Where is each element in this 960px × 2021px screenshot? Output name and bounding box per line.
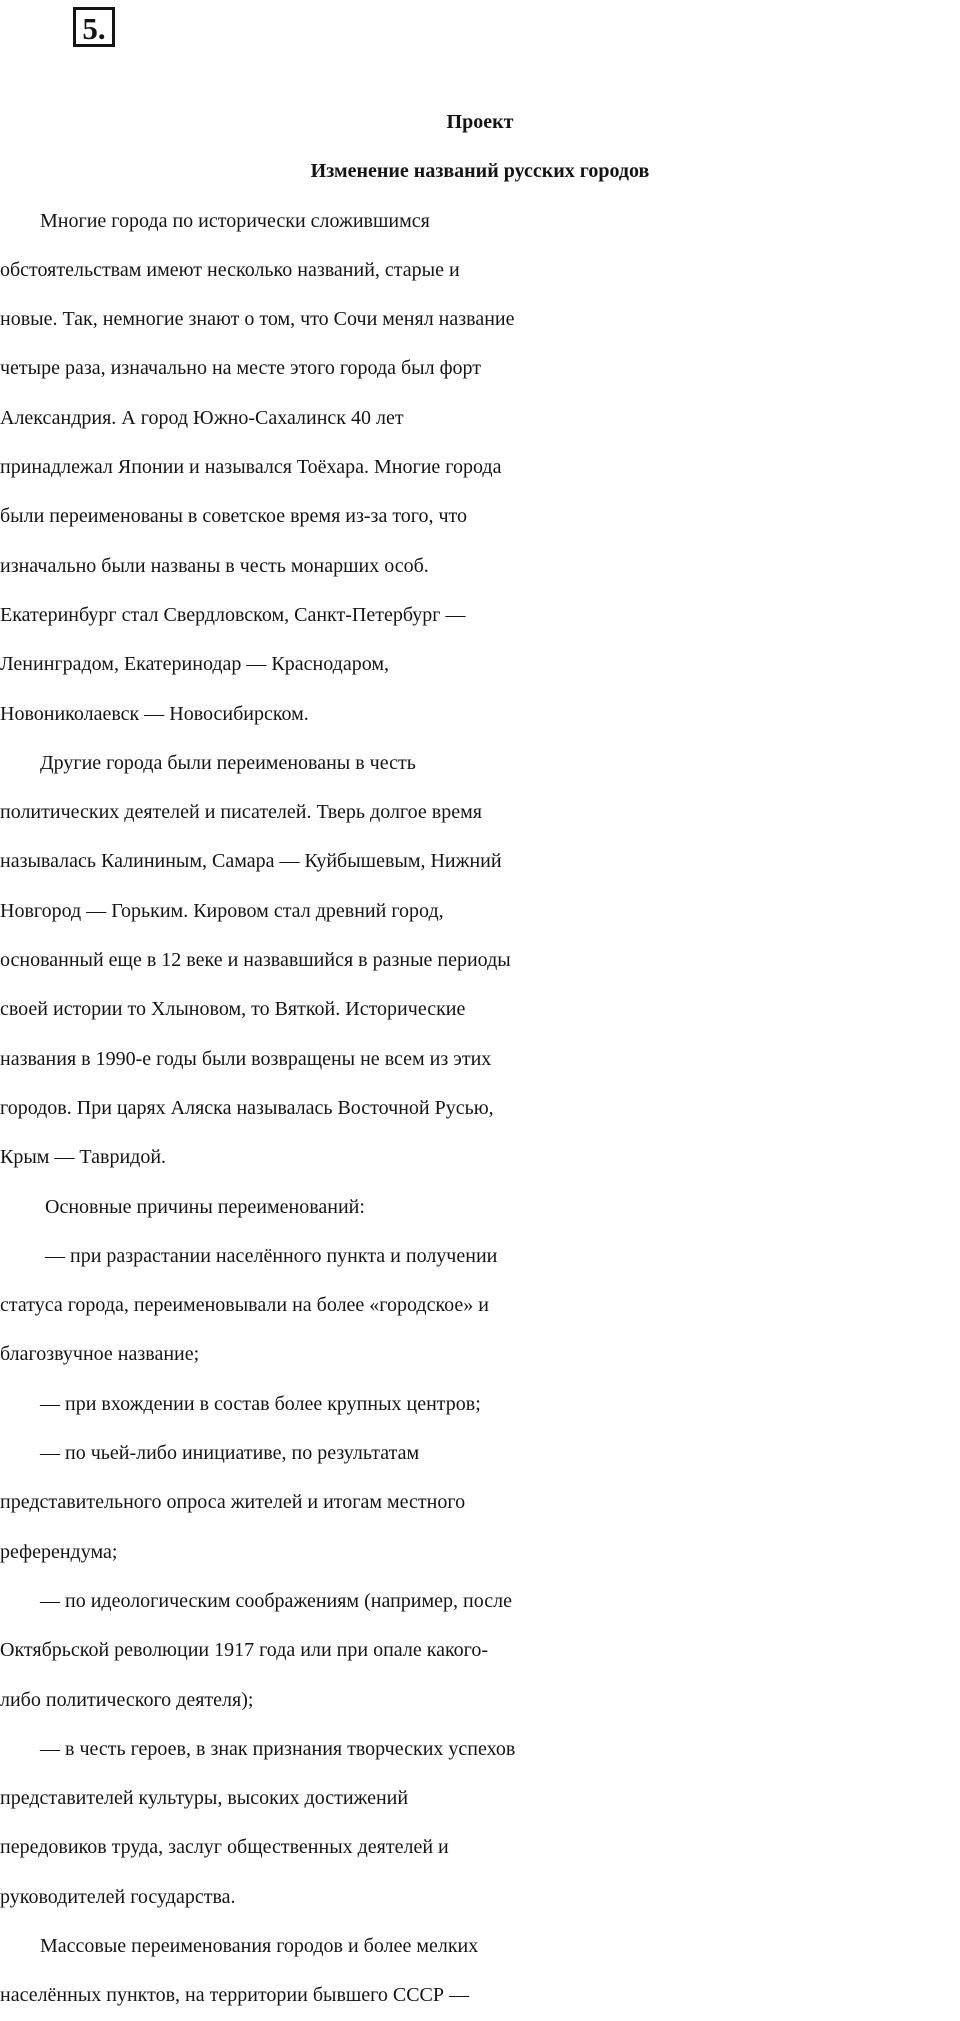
text-line: Новониколаевск — Новосибирском. bbox=[0, 702, 309, 725]
text-line: Александрия. А город Южно-Сахалинск 40 лет bbox=[0, 406, 404, 429]
text-line: Массовые переименования городов и более мелких bbox=[0, 1934, 479, 1957]
text-line: благозвучное название; bbox=[0, 1343, 200, 1366]
text-line: Другие города были переименованы в честь bbox=[0, 751, 416, 774]
document-body bbox=[0, 98, 960, 2021]
text-line: — при вхождении в состав более крупных центров; bbox=[0, 1392, 481, 1415]
text-line: обстоятельствам имеют несколько названий, старые и bbox=[0, 258, 460, 281]
text-line: Новгород — Горьким. Кировом стал древний город, bbox=[0, 899, 444, 922]
text-line: политических деятелей и писателей. Тверь долгое время bbox=[0, 801, 482, 824]
text-lines bbox=[0, 197, 960, 2021]
text-line: — по чьей-либо инициативе, по результатам bbox=[0, 1442, 420, 1465]
text-line: принадлежал Японии и назывался Тоёхара. Многие города bbox=[0, 456, 502, 479]
text-line: либо политического деятеля); bbox=[0, 1688, 254, 1711]
text-line: — при разрастании населённого пункта и получении bbox=[0, 1244, 498, 1267]
text-line: новые. Так, немногие знают о том, что Сочи менял название bbox=[0, 308, 515, 331]
text-line: — в честь героев, в знак признания творческих успехов bbox=[0, 1737, 516, 1760]
text-line: представителей культуры, высоких достижений bbox=[0, 1787, 409, 1810]
text-line: Екатеринбург стал Свердловском, Санкт-Петербург — bbox=[0, 603, 466, 626]
text-line: Крым — Тавридой. bbox=[0, 1146, 167, 1169]
document-title: Проект bbox=[446, 111, 514, 133]
task-number-box bbox=[73, 7, 115, 47]
text-line: четыре раза, изначально на месте этого города был форт bbox=[0, 357, 482, 380]
text-line: Ленинградом, Екатеринодар — Краснодаром, bbox=[0, 653, 389, 676]
task-number: 5. bbox=[82, 10, 106, 46]
text-line: представительного опроса жителей и итогам местного bbox=[0, 1491, 466, 1514]
text-line: референдума; bbox=[0, 1540, 118, 1563]
text-line: называлась Калининым, Самара — Куйбышевым, Нижний bbox=[0, 850, 502, 873]
text-line: Октябрьской революции 1917 года или при опале какого- bbox=[0, 1639, 489, 1662]
text-line: названия в 1990-е годы были возвращены не всем из этих bbox=[0, 1047, 492, 1070]
text-line: были переименованы в советское время из-за того, что bbox=[0, 505, 468, 528]
text-line: населённых пунктов, на территории бывшего СССР — bbox=[0, 1984, 470, 2007]
text-line: передовиков труда, заслуг общественных деятелей и bbox=[0, 1836, 449, 1859]
text-line: Основные причины переименований: bbox=[0, 1195, 365, 1218]
text-line: городов. При царях Аляска называлась Восточной Русью, bbox=[0, 1096, 494, 1119]
text-line: статуса города, переименовывали на более «городское» и bbox=[0, 1294, 490, 1317]
text-line: — по идеологическим соображениям (например, после bbox=[0, 1589, 512, 1612]
text-line: Многие города по исторически сложившимся bbox=[0, 209, 430, 232]
text-line: руководителей государства. bbox=[0, 1885, 236, 1908]
text-line: своей истории то Хлыновом, то Вяткой. Исторические bbox=[0, 998, 466, 1021]
text-line: изначально были названы в честь монарших особ. bbox=[0, 554, 429, 577]
document-subtitle: Изменение названий русских городов bbox=[310, 160, 650, 183]
text-line: основанный еще в 12 веке и назвавшийся в разные периоды bbox=[0, 949, 511, 972]
